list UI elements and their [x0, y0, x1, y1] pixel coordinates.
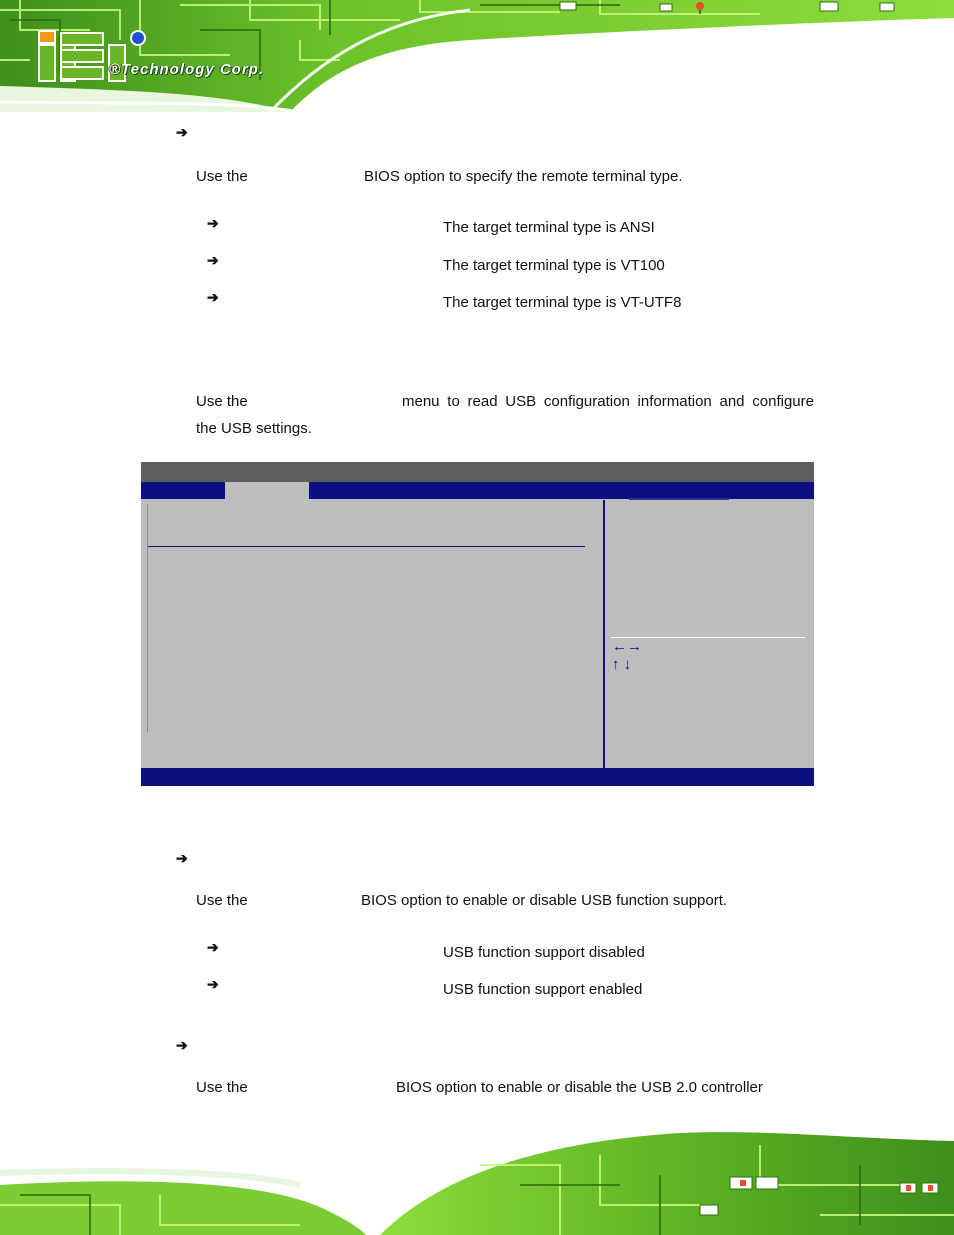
bios-tab-bar: [141, 482, 814, 499]
logo-e-mid-bar: [60, 49, 104, 63]
usb-controller-intro-text: BIOS option to enable or disable the USB 2.0 controller: [396, 1079, 763, 1096]
page-header-banner: [0, 0, 954, 112]
option-desc-vt100: The target terminal type is VT100: [443, 257, 665, 274]
terminal-intro-text: BIOS option to specify the remote terminal type.: [364, 168, 683, 185]
section-bullet-arrow: ➔: [176, 124, 188, 140]
usb-controller-intro-prefix: Use the: [196, 1079, 248, 1096]
usb-config-intro-prefix: Use the: [196, 393, 248, 410]
usb-function-intro-text: BIOS option to enable or disable USB function support.: [361, 892, 728, 909]
terminal-intro-prefix: Use the: [196, 168, 248, 185]
logo-e-top-bar: [60, 32, 104, 46]
option-desc-ansi: The target terminal type is ANSI: [443, 219, 655, 236]
option-desc-usb-disabled: USB function support disabled: [443, 944, 645, 961]
bios-bottom-bar: [141, 768, 814, 786]
logo-letter-e: [60, 32, 100, 78]
page-footer-banner: [0, 1125, 954, 1235]
usb-config-intro-line1: menu to read USB configuration information and configure: [402, 393, 814, 410]
bios-main-panel-border: [147, 504, 148, 732]
section-bullet-arrow: ➔: [176, 850, 188, 866]
bios-menu-separator: [148, 546, 585, 547]
bios-active-tab[interactable]: [225, 482, 309, 499]
brand-name: ®Technology Corp.: [109, 61, 264, 78]
usb-config-intro-line2: the USB settings.: [196, 420, 312, 437]
option-bullet-arrow: ➔: [207, 976, 219, 992]
option-bullet-arrow: ➔: [207, 252, 219, 268]
bios-key-left-right: ←→: [612, 638, 642, 655]
logo-blue-dot: [130, 30, 146, 46]
logo-orange-square: [38, 30, 56, 44]
option-bullet-arrow: ➔: [207, 289, 219, 305]
option-bullet-arrow: ➔: [207, 939, 219, 955]
usb-function-intro-prefix: Use the: [196, 892, 248, 909]
logo-e-bottom-bar: [60, 66, 104, 80]
bios-title-bar: [141, 462, 814, 482]
bios-key-up-down: ↑ ↓: [612, 656, 632, 673]
section-bullet-arrow: ➔: [176, 1037, 188, 1053]
logo-letter-i: [38, 44, 56, 82]
option-desc-vt-utf8: The target terminal type is VT-UTF8: [443, 294, 682, 311]
bios-help-tab-marker: [629, 498, 729, 500]
option-bullet-arrow: ➔: [207, 215, 219, 231]
bios-panel-divider: [603, 500, 605, 768]
option-desc-usb-enabled: USB function support enabled: [443, 981, 643, 998]
circuit-board-header-graphic: [0, 0, 954, 112]
circuit-board-footer-graphic: [0, 1125, 954, 1235]
bios-usb-configuration-screen: [141, 462, 814, 786]
